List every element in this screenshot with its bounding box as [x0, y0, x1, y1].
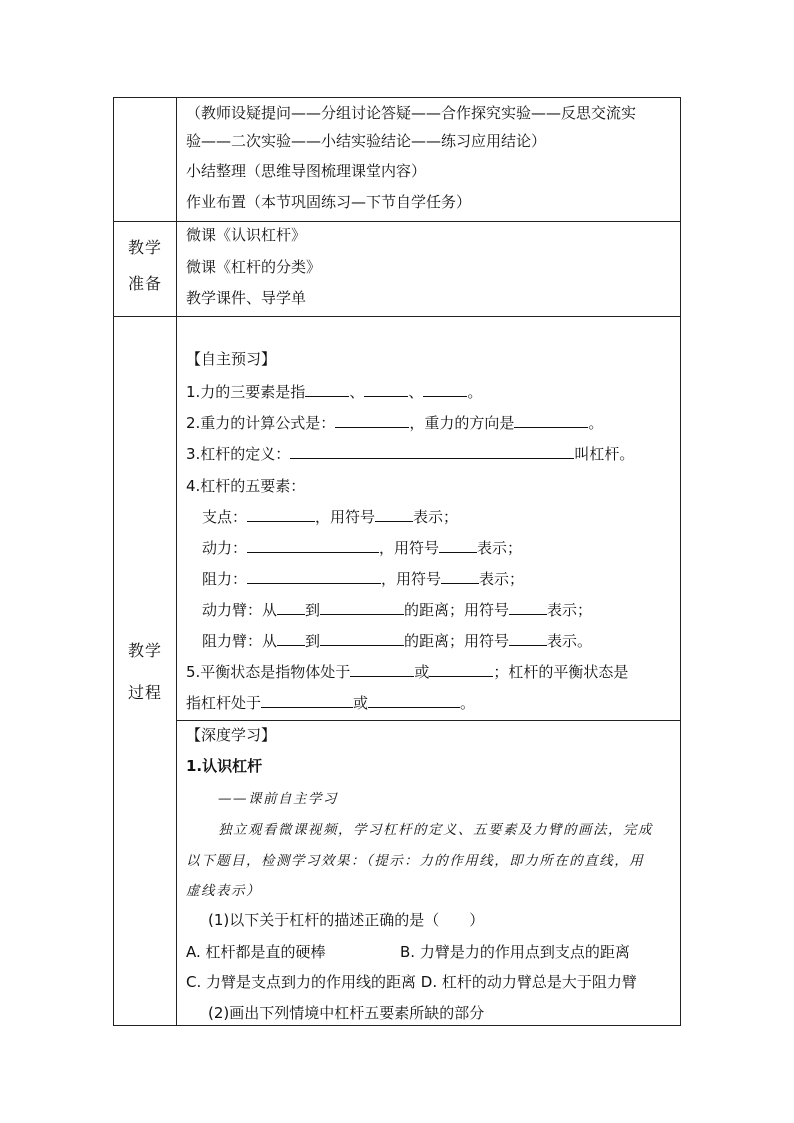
effort-line: 动力： ，用符号 表示；	[202, 539, 523, 557]
section-subtitle: ——课前自主学习	[218, 791, 338, 807]
row-divider	[114, 316, 680, 317]
question-5-line-1: 5.平衡状态是指物体处于 或 ；杠杆的平衡状态是	[186, 663, 629, 681]
load-line: 阻力： ，用符号 表示；	[202, 570, 525, 588]
row-divider	[176, 720, 680, 721]
instruction-line-3: 虚线表示）	[186, 883, 261, 899]
blank[interactable]	[261, 694, 353, 708]
load-arm-line: 阻力臂：从 到 的距离；用符号 表示。	[202, 632, 593, 650]
blank[interactable]	[277, 601, 305, 615]
lesson-plan-table	[113, 97, 681, 1026]
option-b: B. 力臂是力的作用点到支点的距离	[400, 943, 630, 961]
fulcrum-line: 支点： ，用符号 表示；	[202, 508, 459, 526]
blank[interactable]	[290, 445, 574, 459]
effort-arm-line: 动力臂：从 到 的距离；用符号 表示；	[202, 601, 593, 619]
prep-item-2: 微课《杠杆的分类》	[186, 258, 322, 276]
prep-label-1: 教学	[127, 238, 162, 257]
blank[interactable]	[375, 508, 413, 522]
question-5-line-2: 指杠杆处于 或 。	[186, 694, 476, 712]
blank[interactable]	[509, 601, 547, 615]
blank[interactable]	[247, 508, 315, 522]
prep-item-1: 微课《认识杠杆》	[186, 226, 307, 244]
summary-line: 小结整理（思维导图梳理课堂内容）	[186, 162, 427, 180]
blank[interactable]	[247, 539, 379, 553]
blank[interactable]	[350, 663, 414, 677]
drawing-question: (2)画出下列情境中杠杆五要素所缺的部分	[208, 1004, 485, 1022]
section-1-title: 1.认识杠杆	[186, 757, 263, 775]
question-4: 4.杠杆的五要素：	[186, 477, 306, 495]
overview-line-1: （教师设疑提问——分组讨论答疑——合作探究实验——反思交流实	[186, 104, 637, 122]
blank[interactable]	[509, 632, 547, 646]
blank[interactable]	[439, 539, 477, 553]
option-a: A. 杠杆都是直的硬棒	[186, 943, 326, 961]
blank[interactable]	[277, 632, 305, 646]
blank[interactable]	[364, 383, 408, 397]
blank[interactable]	[368, 694, 460, 708]
overview-line-2: 验——二次实验——小结实验结论——练习应用结论）	[186, 132, 547, 150]
blank[interactable]	[320, 601, 404, 615]
question-1: 1.力的三要素是指 、 、 。	[186, 383, 483, 401]
instruction-line-2: 以下题目，检测学习效果：（提示：力的作用线，即力所在的直线，用	[186, 853, 645, 869]
deep-heading: 【深度学习】	[186, 726, 277, 744]
blank[interactable]	[514, 414, 588, 428]
process-label-1: 教学	[127, 641, 162, 660]
blank[interactable]	[429, 663, 493, 677]
blank[interactable]	[305, 383, 349, 397]
question-2: 2.重力的计算公式是： ，重力的方向是 。	[186, 414, 604, 432]
preview-heading: 【自主预习】	[186, 350, 277, 368]
question-3: 3.杠杆的定义： 叫杠杆。	[186, 445, 635, 463]
blank[interactable]	[423, 383, 467, 397]
blank[interactable]	[247, 570, 381, 584]
column-divider	[176, 98, 177, 1025]
blank[interactable]	[320, 632, 404, 646]
process-label-2: 过程	[127, 683, 162, 702]
blank[interactable]	[441, 570, 479, 584]
row-divider	[114, 221, 680, 222]
option-c-d: C. 力臂是支点到力的作用线的距离 D. 杠杆的动力臂总是大于阻力臂	[186, 973, 637, 991]
mcq-question: (1)以下关于杠杆的描述正确的是（ ）	[208, 911, 485, 929]
instruction-line-1: 独立观看微课视频，学习杠杆的定义、五要素及力臂的画法，完成	[218, 822, 653, 838]
prep-label-2: 准备	[127, 274, 162, 293]
prep-item-3: 教学课件、导学单	[186, 289, 307, 307]
homework-line: 作业布置（本节巩固练习—下节自学任务）	[186, 193, 472, 211]
blank[interactable]	[335, 414, 409, 428]
